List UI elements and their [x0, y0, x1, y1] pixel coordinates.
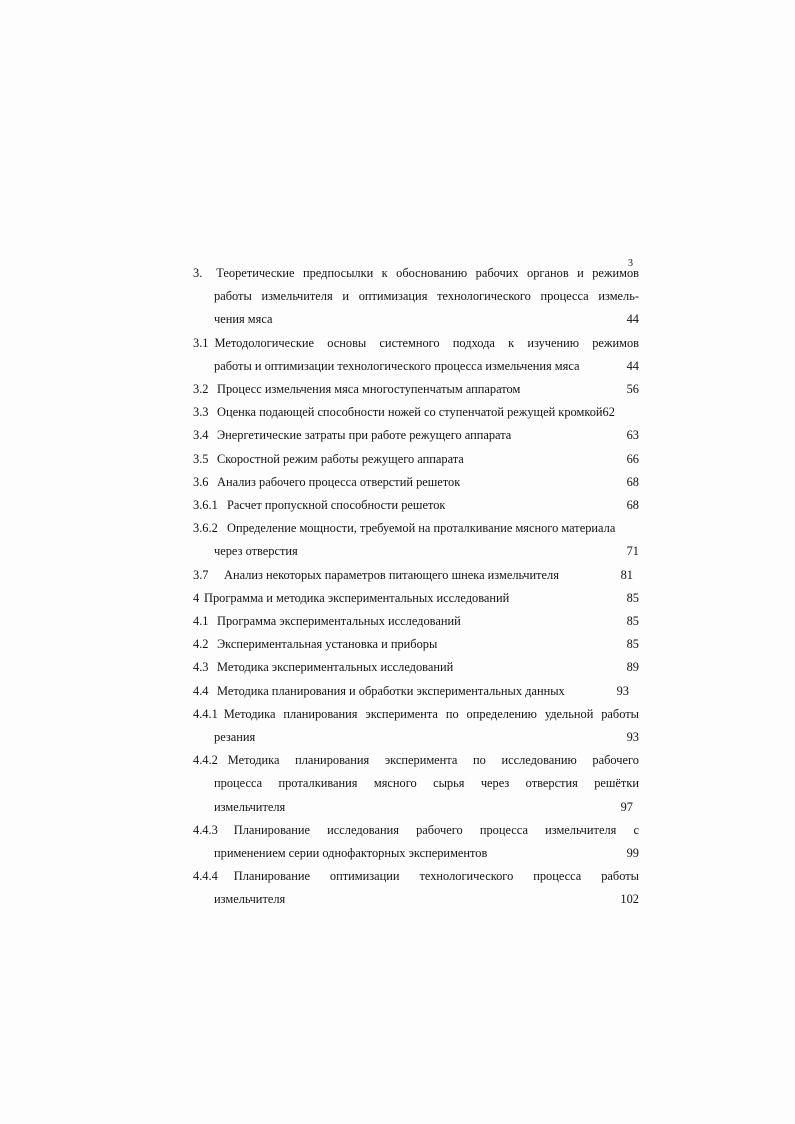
toc-entry-3-2	[193, 378, 639, 401]
toc-page-ref: 81	[620, 567, 633, 582]
toc-title-line: через отверстия	[214, 544, 298, 559]
toc-page-ref: 102	[620, 892, 639, 907]
dot-leader	[566, 683, 616, 695]
dot-leader	[438, 637, 625, 649]
toc-page-ref: 89	[626, 660, 639, 675]
toc-entry-3	[193, 262, 639, 332]
toc-number: 4.3	[193, 660, 209, 675]
toc-entry-3-4	[193, 424, 639, 447]
toc-entry-4-4	[193, 680, 639, 703]
dot-leader	[256, 730, 625, 742]
dot-leader	[512, 428, 625, 440]
toc-page-ref: 56	[626, 382, 639, 397]
dot-leader	[521, 382, 625, 394]
toc-number: 3.3	[193, 405, 209, 420]
dot-leader	[454, 660, 625, 672]
toc-page-ref: 66	[626, 451, 639, 466]
toc-entry-3-6-1	[193, 494, 639, 517]
toc-number: 3.7	[193, 567, 209, 582]
toc-title-line: чения мяса	[214, 312, 273, 327]
toc-number: 4.4.1	[193, 706, 218, 721]
toc-number: 3.2	[193, 382, 209, 397]
toc-page-ref: 97	[620, 799, 633, 814]
toc-number: 3.4	[193, 428, 209, 443]
dot-leader	[286, 799, 619, 811]
toc-title: Процесс измельчения мяса многоступенчатым аппаратом	[217, 382, 521, 397]
toc-title-line: резания	[214, 730, 256, 745]
toc-page-ref: 68	[626, 498, 639, 513]
toc-title: Оценка подающей способности ножей со ступенчатой режущей кромкой	[217, 405, 603, 420]
dot-leader	[560, 567, 620, 579]
toc-page-ref: 71	[626, 544, 639, 559]
dot-leader	[286, 892, 619, 904]
toc-number: 4.4.3	[193, 822, 218, 837]
toc-entry-3-5	[193, 448, 639, 471]
toc-title-line: применением серии однофакторных экспериментов	[214, 846, 488, 861]
toc-title: Методика экспериментальных исследований	[217, 660, 454, 675]
toc-page-ref: 44	[626, 312, 639, 327]
dot-leader	[465, 451, 626, 463]
toc-title-line: Методологические основы системного подхода к изучению режимов	[214, 335, 639, 350]
toc-entry-4-1	[193, 610, 639, 633]
toc-page-ref: 62	[602, 405, 615, 420]
toc-number: 4.4.4	[193, 869, 218, 884]
toc-number: 3.6.2	[193, 521, 218, 536]
table-of-contents	[193, 262, 639, 912]
toc-entry-3-6	[193, 471, 639, 494]
toc-page-ref: 44	[626, 358, 639, 373]
dot-leader	[461, 474, 625, 486]
toc-title-line: измельчителя	[214, 892, 286, 907]
toc-title: Энергетические затраты при работе режущего аппарата	[217, 428, 512, 443]
toc-title: Экспериментальная установка и приборы	[217, 637, 438, 652]
toc-entry-4-3	[193, 656, 639, 679]
toc-number: 4	[193, 590, 200, 605]
toc-page-ref: 85	[626, 590, 639, 605]
toc-entry-3-1	[193, 332, 639, 378]
dot-leader	[488, 846, 625, 858]
toc-number: 3.	[193, 266, 203, 280]
toc-title: Методика планирования и обработки экспериментальных данных	[217, 683, 565, 698]
toc-title: Анализ рабочего процесса отверстий решеток	[217, 474, 461, 489]
toc-number: 3.1	[193, 335, 209, 350]
toc-title: Скоростной режим работы режущего аппарата	[217, 451, 464, 466]
toc-entry-4-2	[193, 633, 639, 656]
toc-number: 3.6	[193, 474, 209, 489]
dot-leader	[510, 590, 625, 602]
toc-entry-4-4-2	[193, 749, 639, 819]
toc-title-line: Методика планирования эксперимента по определению удельной работы	[223, 706, 639, 721]
toc-number: 4.4.2	[193, 753, 218, 768]
toc-title-line: Планирование исследования рабочего процесса измельчителя с	[233, 822, 639, 837]
toc-entry-3-3	[193, 401, 639, 424]
toc-entry-3-7	[193, 564, 639, 587]
page-number: 3	[628, 258, 633, 269]
dot-leader	[299, 544, 626, 556]
toc-number: 4.1	[193, 614, 209, 629]
toc-title-line: работы измельчителя и оптимизация технологического процесса измель-	[214, 289, 639, 304]
toc-title: Программа экспериментальных исследований	[217, 614, 461, 629]
toc-title: Расчет пропускной способности решеток	[227, 498, 446, 513]
toc-page-ref: 99	[626, 846, 639, 861]
toc-title-line: работы и оптимизации технологического процесса измельчения мяса	[214, 358, 580, 373]
toc-page-ref: 85	[626, 637, 639, 652]
toc-entry-4-4-1	[193, 703, 639, 749]
toc-page-ref: 93	[616, 683, 629, 698]
toc-title-line: Определение мощности, требуемой на проталкивание мясного материала	[227, 521, 616, 536]
toc-number: 4.4	[193, 683, 209, 698]
toc-number: 4.2	[193, 637, 209, 652]
toc-title-line: измельчителя	[214, 799, 286, 814]
toc-title-line: Методика планирования эксперимента по исследованию рабочего	[227, 753, 639, 768]
toc-page-ref: 63	[626, 428, 639, 443]
toc-entry-4-4-3	[193, 819, 639, 865]
dot-leader	[273, 312, 625, 324]
toc-title: Программа и методика экспериментальных исследований	[204, 590, 510, 605]
dot-leader	[462, 614, 626, 626]
toc-page-ref: 85	[626, 614, 639, 629]
toc-title: Анализ некоторых параметров питающего шнека измельчителя	[224, 567, 559, 582]
toc-title-line: Теоретические предпосылки к обоснованию рабочих органов и режимов	[216, 266, 639, 280]
toc-number: 3.5	[193, 451, 209, 466]
toc-page-ref: 93	[626, 730, 639, 745]
toc-entry-4	[193, 587, 639, 610]
toc-number: 3.6.1	[193, 498, 218, 513]
toc-page-ref: 68	[626, 474, 639, 489]
toc-entry-3-6-2	[193, 517, 639, 563]
toc-title-line: Планирование оптимизации технологического процесса работы	[233, 869, 639, 884]
dot-leader	[446, 498, 625, 510]
toc-title-line: процесса проталкивания мясного сырья через отверстия решётки	[214, 776, 639, 791]
toc-entry-4-4-4	[193, 865, 639, 911]
dot-leader	[581, 358, 626, 370]
